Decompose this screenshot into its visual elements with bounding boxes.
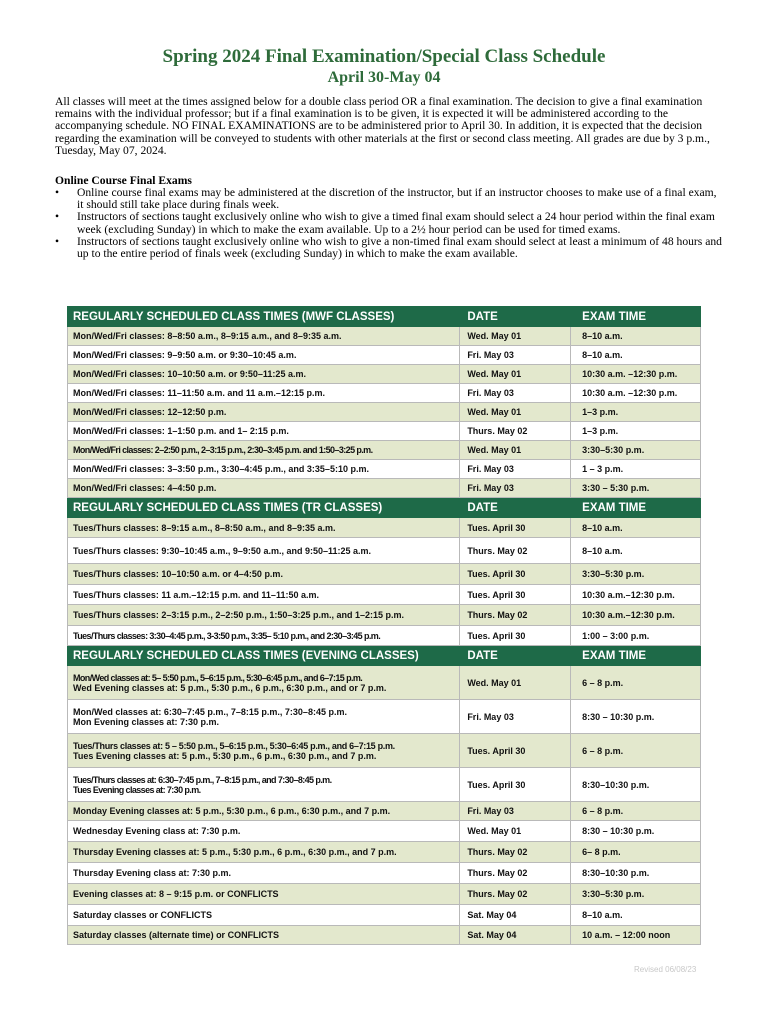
exam-time-cell: 3:30–5:30 p.m. [571, 441, 701, 460]
class-times-cell [68, 768, 460, 802]
date-cell: Fri. May 03 [460, 802, 571, 821]
bullet-icon: • [55, 186, 60, 199]
table-row [68, 422, 701, 441]
bullet-text: Instructors of sections taught exclusively online who wish to give a non-timed final exam should select at least a minimum of 48 hours and up to the entire period of finals week (excluding Sunday) in which to make the exam available. [77, 234, 722, 261]
date-header: DATE [460, 498, 571, 518]
exam-time-header: EXAM TIME [571, 498, 701, 518]
class-times-cell: Mon/Wed/Fri classes: 4–4:50 p.m. [68, 479, 460, 498]
table-row [68, 768, 701, 802]
bullet-icon: • [55, 210, 60, 224]
class-times-cell: Evening classes at: 8 – 9:15 p.m. or CONFLICTS [68, 884, 460, 905]
online-exams-heading: Online Course Final Exams [55, 174, 192, 187]
class-times-cell: Tues/Thurs classes: 8–9:15 a.m., 8–8:50 a.m., and 8–9:35 a.m. [68, 518, 460, 538]
intro-paragraph: All classes will meet at the times assigned below for a double class period OR a final examination. The decision to give a final examination remains with the individual professor; but if a final examination is to be given, it is expected it will be administered according to the accompanying schedule. NO FINAL EXAMINATIONS are to be administered prior to April 30. In addition, it is expected that the decision regarding the examination will be conveyed to students with other materials at the first or second class meeting. All grades are due by 3 p.m., Tuesday, May 07, 2024. [55, 95, 710, 157]
exam-time-cell: 6 – 8 p.m. [571, 802, 701, 821]
table-row [68, 384, 701, 403]
exam-time-cell: 8:30 – 10:30 p.m. [571, 821, 701, 842]
class-times-cell [68, 666, 460, 700]
date-cell: Tues. April 30 [460, 585, 571, 605]
list-item [55, 211, 725, 235]
date-header: DATE [460, 646, 571, 666]
section-header-mwf [68, 307, 701, 327]
page-subtitle: April 30-May 04 [327, 69, 441, 86]
class-times-line: Tues Evening classes at: 5 p.m., 5:30 p.m., 6 p.m., 6:30 p.m., and 7 p.m. [73, 750, 377, 761]
date-header: DATE [460, 307, 571, 327]
list-item [55, 187, 725, 211]
date-cell: Wed. May 01 [460, 327, 571, 346]
exam-time-cell: 8–10 a.m. [571, 538, 701, 564]
date-cell: Tues. April 30 [460, 734, 571, 768]
class-times-cell: Mon/Wed/Fri classes: 2–2:50 p.m., 2–3:15 p.m., 2:30–3:45 p.m. and 1:50–3:25 p.m. [68, 441, 460, 460]
exam-time-cell: 1:00 – 3:00 p.m. [571, 626, 701, 646]
exam-time-cell: 1–3 p.m. [571, 403, 701, 422]
exam-time-cell: 10:30 a.m. –12:30 p.m. [571, 384, 701, 403]
table-row [68, 700, 701, 734]
date-cell: Wed. May 01 [460, 441, 571, 460]
date-cell: Tues. April 30 [460, 518, 571, 538]
table-row [68, 365, 701, 384]
exam-time-cell: 10 a.m. – 12:00 noon [571, 926, 701, 945]
class-times-line: Tues/Thurs classes at: 5 – 5:50 p.m., 5–6:15 p.m., 5:30–6:45 p.m., and 6–7:15 p.m. [73, 740, 395, 751]
table-row [68, 926, 701, 945]
date-cell: Sat. May 04 [460, 926, 571, 945]
table-row [68, 905, 701, 926]
class-times-cell: Mon/Wed/Fri classes: 8–8:50 a.m., 8–9:15 a.m., and 8–9:35 a.m. [68, 327, 460, 346]
exam-time-cell: 8–10 a.m. [571, 905, 701, 926]
date-cell: Tues. April 30 [460, 564, 571, 585]
exam-time-cell: 6 – 8 p.m. [571, 666, 701, 700]
class-times-cell: Mon/Wed/Fri classes: 10–10:50 a.m. or 9:50–11:25 a.m. [68, 365, 460, 384]
exam-time-cell: 10:30 a.m.–12:30 p.m. [571, 605, 701, 626]
table-row [68, 626, 701, 646]
list-item [55, 236, 725, 260]
table-row [68, 460, 701, 479]
table-row [68, 605, 701, 626]
class-times-cell: Saturday classes (alternate time) or CONFLICTS [68, 926, 460, 945]
page-title: Spring 2024 Final Examination/Special Class Schedule [162, 46, 606, 67]
section-header-tr [68, 498, 701, 518]
date-cell: Thurs. May 02 [460, 842, 571, 863]
class-times-cell [68, 734, 460, 768]
class-times-cell: Mon/Wed/Fri classes: 11–11:50 a.m. and 11 a.m.–12:15 p.m. [68, 384, 460, 403]
exam-time-cell: 8–10 a.m. [571, 518, 701, 538]
date-cell: Fri. May 03 [460, 700, 571, 734]
class-times-cell: Mon/Wed/Fri classes: 3–3:50 p.m., 3:30–4:45 p.m., and 3:35–5:10 p.m. [68, 460, 460, 479]
class-times-line: Tues Evening classes at: 7:30 p.m. [73, 784, 201, 795]
exam-time-cell: 10:30 a.m.–12:30 p.m. [571, 585, 701, 605]
class-times-line: Wed Evening classes at: 5 p.m., 5:30 p.m., 6 p.m., 6:30 p.m., and or 7 p.m. [73, 682, 387, 693]
bullet-text: Online course final exams may be administered at the discretion of the instructor, but if an instructor chooses to make use of a final exam, it should still take place during finals week. [77, 186, 717, 212]
bullet-text: Instructors of sections taught exclusively online who wish to give a timed final exam should select a 24 hour period within the final exam week (excluding Sunday) in which to make the exam available. Up to a 2½ hour period can be used for timed exams. [77, 210, 715, 236]
date-cell: Fri. May 03 [460, 384, 571, 403]
date-cell: Wed. May 01 [460, 666, 571, 700]
table-row [68, 441, 701, 460]
online-exams-list [55, 187, 725, 260]
exam-time-cell: 8–10 a.m. [571, 327, 701, 346]
exam-time-cell: 3:30–5:30 p.m. [571, 884, 701, 905]
table-row [68, 884, 701, 905]
exam-time-cell: 10:30 a.m. –12:30 p.m. [571, 365, 701, 384]
date-cell: Sat. May 04 [460, 905, 571, 926]
class-times-cell: Mon/Wed/Fri classes: 12–12:50 p.m. [68, 403, 460, 422]
class-times-cell: Thursday Evening classes at: 5 p.m., 5:30 p.m., 6 p.m., 6:30 p.m., and 7 p.m. [68, 842, 460, 863]
date-cell: Fri. May 03 [460, 346, 571, 365]
date-cell: Wed. May 01 [460, 821, 571, 842]
exam-time-cell: 8:30 – 10:30 p.m. [571, 700, 701, 734]
bullet-icon: • [55, 234, 60, 248]
class-times-line: Mon/Wed classes at: 5– 5:50 p.m., 5–6:15 p.m., 5:30–6:45 p.m., and 6–7:15 p.m. [73, 672, 363, 683]
class-times-cell: Monday Evening classes at: 5 p.m., 5:30 p.m., 6 p.m., 6:30 p.m., and 7 p.m. [68, 802, 460, 821]
section-header-evening [68, 646, 701, 666]
exam-time-cell: 8–10 a.m. [571, 346, 701, 365]
table-row [68, 666, 701, 700]
table-row [68, 802, 701, 821]
date-cell: Fri. May 03 [460, 479, 571, 498]
date-cell: Thurs. May 02 [460, 884, 571, 905]
date-cell: Thurs. May 02 [460, 538, 571, 564]
class-times-cell: Wednesday Evening class at: 7:30 p.m. [68, 821, 460, 842]
exam-time-cell: 6– 8 p.m. [571, 842, 701, 863]
section-heading: REGULARLY SCHEDULED CLASS TIMES (TR CLASSES) [68, 498, 460, 518]
table-row [68, 327, 701, 346]
table-row [68, 585, 701, 605]
date-cell: Tues. April 30 [460, 768, 571, 802]
class-times-cell: Tues/Thurs classes: 10–10:50 a.m. or 4–4:50 p.m. [68, 564, 460, 585]
class-times-cell: Mon/Wed/Fri classes: 9–9:50 a.m. or 9:30–10:45 a.m. [68, 346, 460, 365]
table-row [68, 842, 701, 863]
table-row [68, 479, 701, 498]
table-row [68, 538, 701, 564]
exam-time-cell: 3:30 – 5:30 p.m. [571, 479, 701, 498]
class-times-cell: Tues/Thurs classes: 9:30–10:45 a.m., 9–9:50 a.m., and 9:50–11:25 a.m. [68, 538, 460, 564]
table-row [68, 403, 701, 422]
class-times-cell: Saturday classes or CONFLICTS [68, 905, 460, 926]
class-times-cell: Tues/Thurs classes: 3:30–4:45 p.m., 3-3:50 p.m., 3:35– 5:10 p.m., and 2:30–3:45 p.m. [68, 626, 460, 646]
date-cell: Thurs. May 02 [460, 605, 571, 626]
class-times-cell: Tues/Thurs classes: 11 a.m.–12:15 p.m. and 11–11:50 a.m. [68, 585, 460, 605]
section-heading: REGULARLY SCHEDULED CLASS TIMES (MWF CLASSES) [68, 307, 460, 327]
date-cell: Tues. April 30 [460, 626, 571, 646]
class-times-cell: Tues/Thurs classes: 2–3:15 p.m., 2–2:50 p.m., 1:50–3:25 p.m., and 1–2:15 p.m. [68, 605, 460, 626]
table-row [68, 564, 701, 585]
section-heading: REGULARLY SCHEDULED CLASS TIMES (EVENING CLASSES) [68, 646, 460, 666]
class-times-cell: Mon/Wed/Fri classes: 1–1:50 p.m. and 1– 2:15 p.m. [68, 422, 460, 441]
table-row [68, 518, 701, 538]
date-cell: Wed. May 01 [460, 403, 571, 422]
table-row [68, 863, 701, 884]
exam-time-cell: 8:30–10:30 p.m. [571, 863, 701, 884]
table-row [68, 734, 701, 768]
class-times-line: Tues/Thurs classes at: 6:30–7:45 p.m., 7–8:15 p.m., and 7:30–8:45 p.m. [73, 774, 332, 785]
class-times-line: Mon/Wed classes at: 6:30–7:45 p.m., 7–8:15 p.m., 7:30–8:45 p.m. [73, 706, 347, 717]
exam-time-cell: 6 – 8 p.m. [571, 734, 701, 768]
revised-date: Revised 06/08/23 [634, 965, 697, 974]
exam-time-cell: 8:30–10:30 p.m. [571, 768, 701, 802]
exam-schedule-table [67, 306, 701, 945]
exam-time-cell: 1–3 p.m. [571, 422, 701, 441]
class-times-line: Mon Evening classes at: 7:30 p.m. [73, 716, 220, 727]
table-row [68, 821, 701, 842]
class-times-cell: Thursday Evening class at: 7:30 p.m. [68, 863, 460, 884]
exam-time-cell: 3:30–5:30 p.m. [571, 564, 701, 585]
exam-time-cell: 1 – 3 p.m. [571, 460, 701, 479]
table-row [68, 346, 701, 365]
exam-time-header: EXAM TIME [571, 307, 701, 327]
date-cell: Thurs. May 02 [460, 863, 571, 884]
date-cell: Thurs. May 02 [460, 422, 571, 441]
class-times-cell [68, 700, 460, 734]
exam-time-header: EXAM TIME [571, 646, 701, 666]
date-cell: Wed. May 01 [460, 365, 571, 384]
date-cell: Fri. May 03 [460, 460, 571, 479]
